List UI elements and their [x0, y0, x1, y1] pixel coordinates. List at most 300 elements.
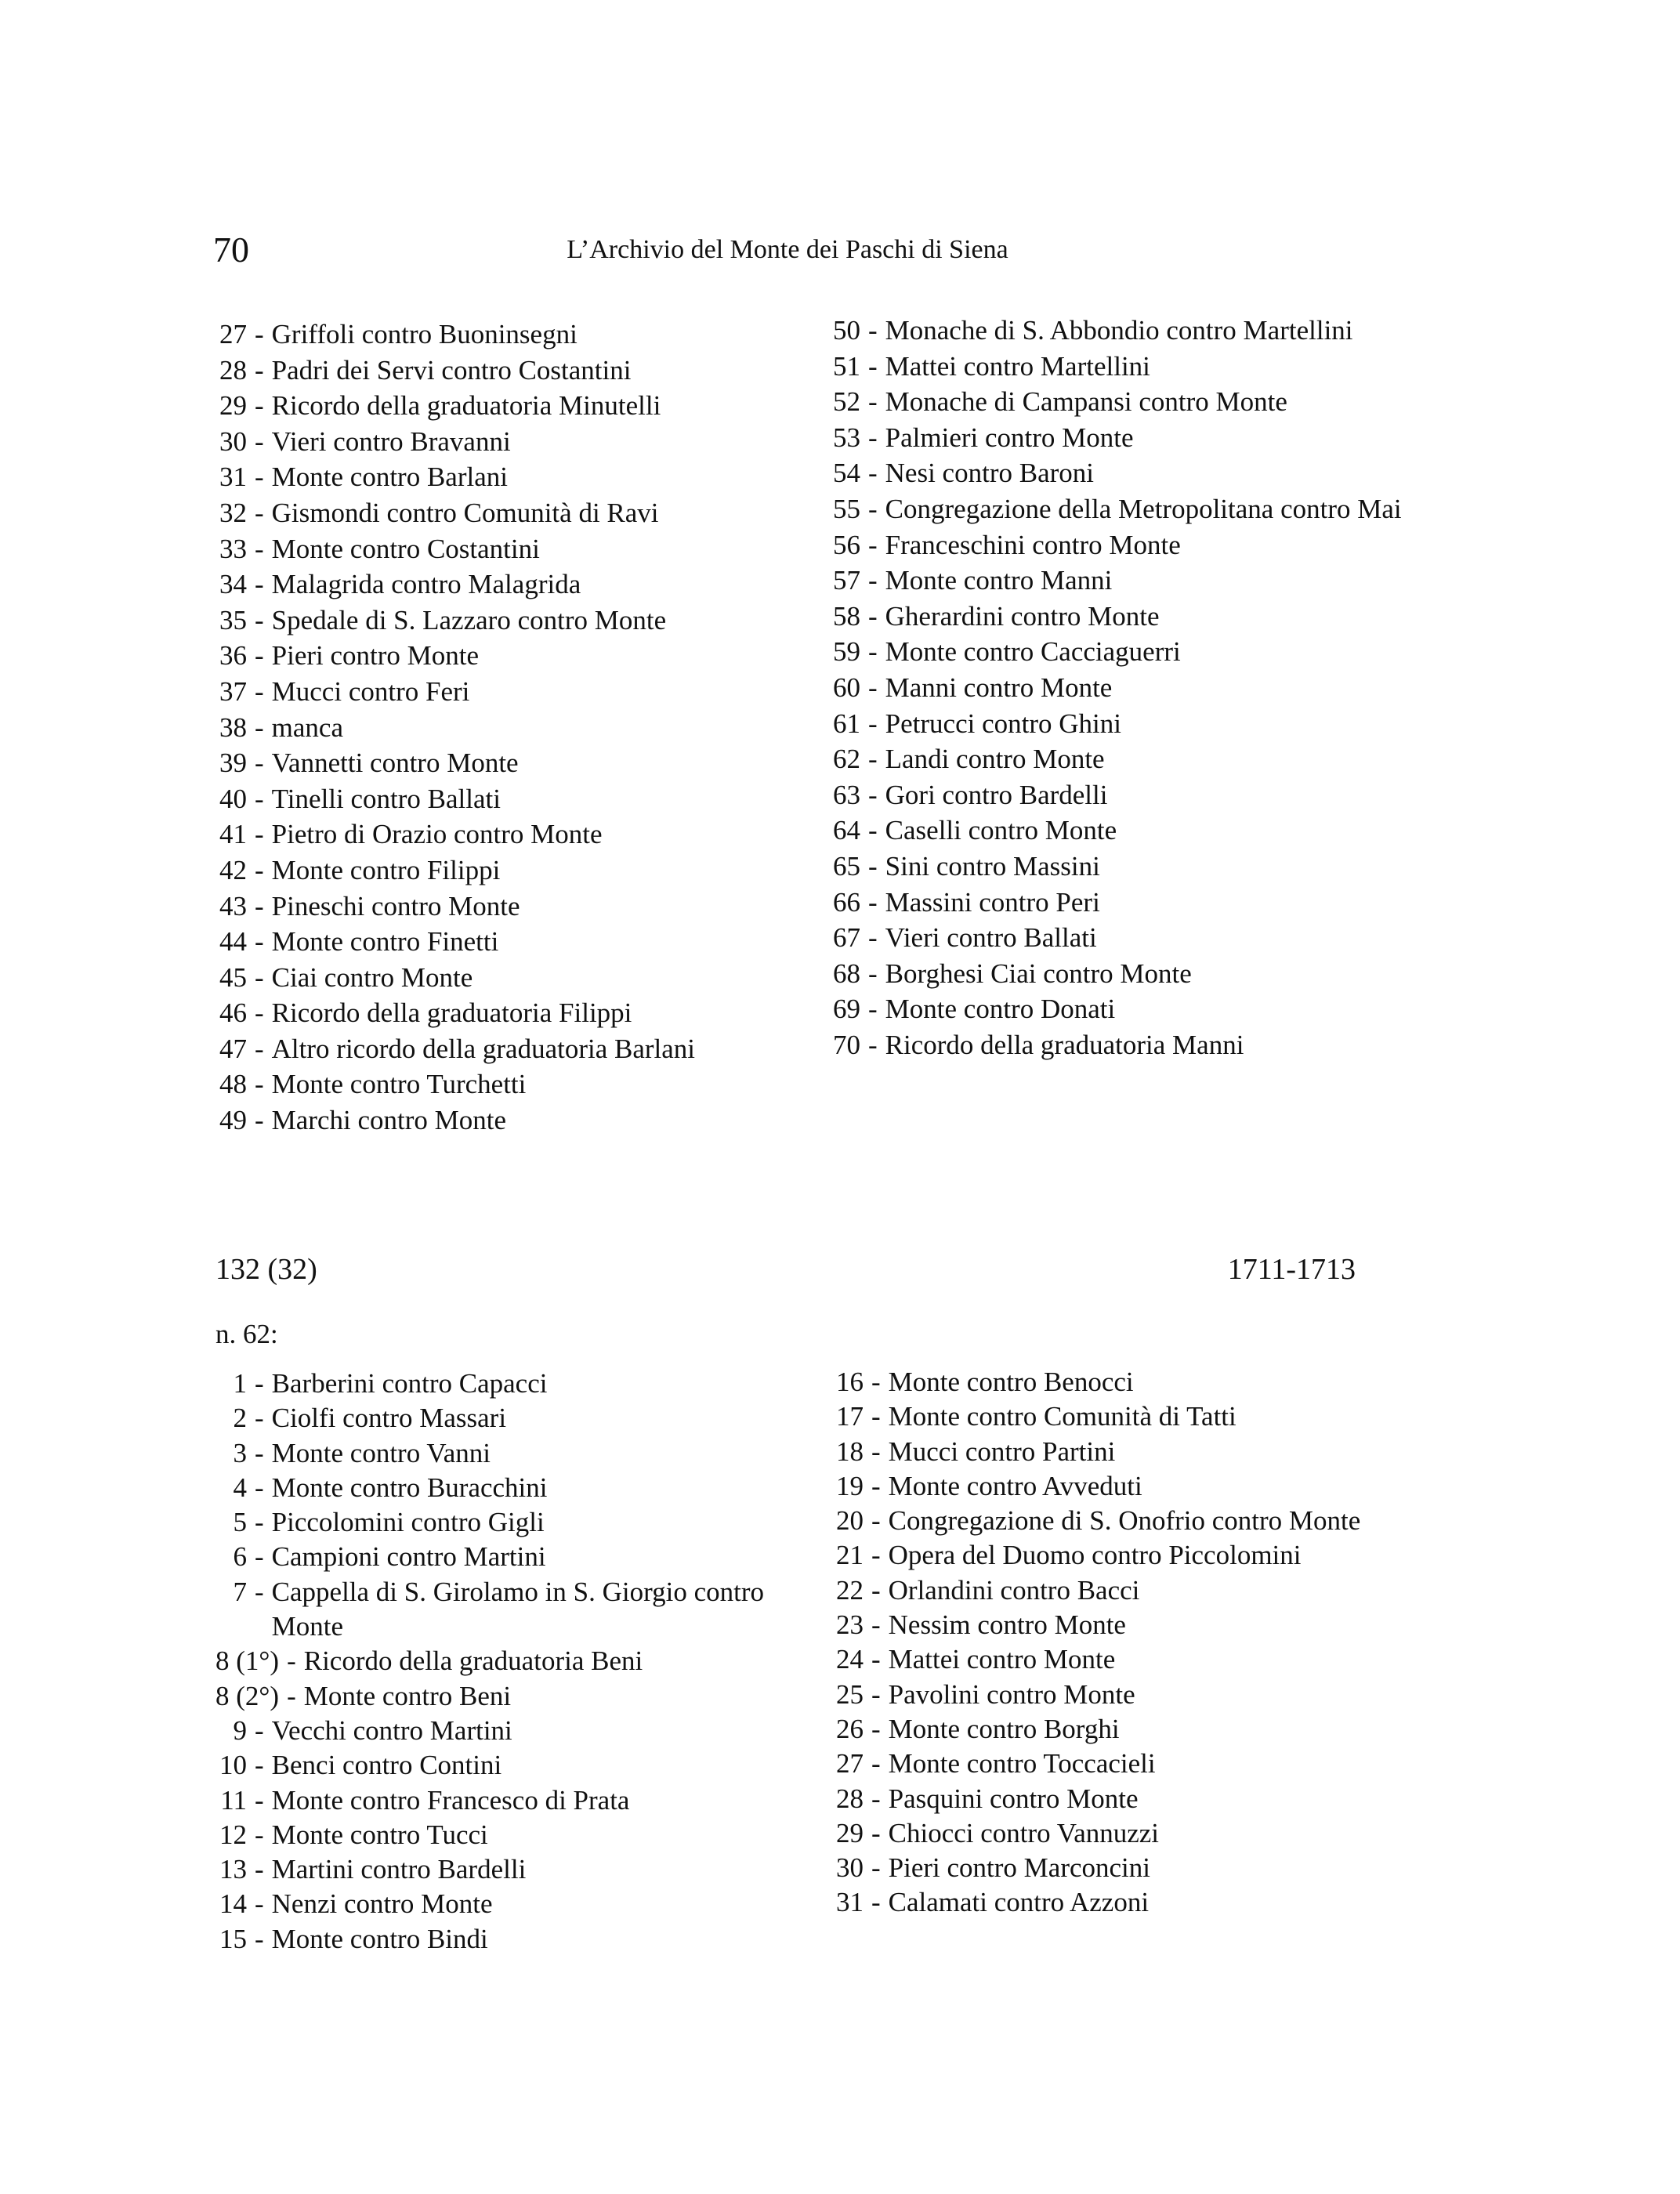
- item-title: Monte contro Costantini: [271, 533, 540, 564]
- item-separator: -: [868, 994, 878, 1025]
- item-title: Vieri contro Bravanni: [271, 425, 511, 457]
- item-separator: -: [255, 1714, 264, 1746]
- item-separator: -: [868, 636, 878, 668]
- list-item: [215, 1031, 858, 1067]
- item-separator: -: [868, 779, 878, 810]
- item-title: Mattei contro Monte: [888, 1644, 1116, 1675]
- item-title: Campioni contro Martini: [271, 1541, 546, 1573]
- list-item: [215, 317, 858, 353]
- item-separator: -: [871, 1540, 881, 1571]
- item-separator: -: [868, 315, 878, 346]
- list-item: [829, 599, 1409, 635]
- list-item: [215, 781, 858, 817]
- item-separator: -: [255, 961, 264, 993]
- item-number: 9: [233, 1714, 247, 1746]
- item-number: 43: [219, 890, 247, 921]
- item-title: Nenzi contro Monte: [271, 1888, 493, 1920]
- list-item: [215, 853, 858, 889]
- item-number: 65: [833, 850, 860, 882]
- list-item: [832, 1678, 1381, 1712]
- item-separator: -: [868, 493, 878, 524]
- item-title: Monte contro Toccacieli: [888, 1748, 1156, 1779]
- item-title: Benci contro Contini: [271, 1750, 502, 1781]
- item-title: Congregazione di S. Onofrio contro Monte: [888, 1505, 1361, 1537]
- item-separator: -: [868, 850, 878, 882]
- list-item: [215, 816, 858, 853]
- item-title: Gori contro Bardelli: [885, 779, 1108, 810]
- item-number: 27: [836, 1748, 864, 1779]
- item-separator: -: [255, 569, 264, 600]
- list-item: [215, 353, 858, 389]
- item-number: 10: [219, 1750, 247, 1781]
- item-number: 30: [219, 425, 247, 457]
- item-title: Monte contro Cacciaguerri: [885, 636, 1181, 668]
- item-separator: -: [255, 1819, 264, 1850]
- list-item: [832, 1608, 1381, 1642]
- item-separator: -: [871, 1367, 881, 1397]
- list-item: [832, 1712, 1381, 1747]
- item-separator: -: [871, 1713, 881, 1744]
- item-title: Marchi contro Monte: [271, 1105, 507, 1136]
- item-number: 6: [233, 1541, 247, 1573]
- item-title: Malagrida contro Malagrida: [271, 569, 581, 600]
- item-separator: -: [255, 1784, 264, 1816]
- item-separator: -: [868, 600, 878, 632]
- item-number: 56: [833, 529, 860, 560]
- item-title: Pasquini contro Monte: [888, 1783, 1139, 1814]
- list-item: [215, 424, 858, 460]
- item-separator: -: [871, 1505, 881, 1537]
- list-item: [215, 889, 858, 925]
- item-separator: -: [871, 1574, 881, 1606]
- item-number: 16: [836, 1367, 864, 1397]
- item-separator: -: [255, 533, 264, 564]
- item-title: Monte contro Francesco di Prata: [271, 1784, 630, 1816]
- list-item: [829, 491, 1409, 527]
- item-number: 51: [833, 350, 860, 382]
- list-item: [215, 388, 858, 424]
- item-title: Griffoli contro Buoninsegni: [271, 319, 578, 349]
- item-separator: -: [871, 1852, 881, 1884]
- list-item: [215, 995, 858, 1031]
- item-number: 14: [219, 1888, 247, 1920]
- list-item: [829, 956, 1409, 992]
- item-title: Tinelli contro Ballati: [271, 783, 501, 814]
- list-item: [215, 1066, 858, 1102]
- item-separator: -: [255, 462, 264, 493]
- item-separator: -: [255, 1105, 264, 1136]
- item-number: 34: [219, 569, 247, 600]
- list-item: [832, 1642, 1381, 1677]
- list-item: [215, 745, 858, 781]
- list-item: [829, 634, 1409, 670]
- item-title: Spedale di S. Lazzaro contro Monte: [271, 604, 667, 635]
- item-title: Gherardini contro Monte: [885, 600, 1160, 632]
- item-separator: -: [871, 1644, 881, 1675]
- item-number: 31: [836, 1887, 864, 1918]
- list-item: [215, 1505, 788, 1540]
- section2-left-list: [215, 1367, 788, 1957]
- item-number: 45: [219, 961, 247, 993]
- item-title: Barberini contro Capacci: [271, 1368, 548, 1399]
- list-item: [829, 813, 1409, 849]
- item-title: Ciolfi contro Massari: [271, 1403, 507, 1434]
- section1-left-list: [215, 317, 858, 1139]
- item-title: Mattei contro Martellini: [885, 350, 1150, 382]
- item-separator: -: [255, 675, 264, 707]
- item-number: 8 (2°): [215, 1680, 280, 1711]
- item-number: 48: [219, 1069, 247, 1100]
- item-title: Monte contro Manni: [885, 565, 1113, 596]
- list-item: [215, 531, 858, 567]
- section2-right-list: [832, 1365, 1381, 1921]
- item-separator: -: [255, 926, 264, 958]
- list-item: [215, 495, 858, 531]
- item-number: 20: [836, 1505, 864, 1537]
- list-item: [832, 1573, 1381, 1608]
- item-separator: -: [255, 1750, 264, 1781]
- item-separator: -: [868, 1029, 878, 1060]
- item-title: Ricordo della graduatoria Manni: [885, 1029, 1244, 1060]
- list-item: [215, 1575, 788, 1645]
- item-separator: -: [868, 386, 878, 418]
- item-title: Massini contro Peri: [885, 886, 1100, 918]
- item-number: 38: [219, 711, 247, 743]
- item-separator: -: [868, 458, 878, 489]
- item-number: 46: [219, 997, 247, 1029]
- item-title: Chiocci contro Vannuzzi: [888, 1817, 1160, 1848]
- list-item: [829, 991, 1409, 1027]
- item-separator: -: [255, 854, 264, 885]
- item-separator: -: [255, 425, 264, 457]
- list-item: [829, 706, 1409, 742]
- item-separator: -: [255, 319, 264, 349]
- list-item: [829, 455, 1409, 491]
- item-title: Altro ricordo della graduatoria Barlani: [271, 1033, 696, 1064]
- list-item: [829, 849, 1409, 885]
- item-title: Ciai contro Monte: [271, 961, 473, 993]
- list-item: [215, 1644, 788, 1678]
- item-title: Monte contro Comunità di Tatti: [888, 1401, 1236, 1432]
- list-item: [832, 1435, 1381, 1469]
- item-number: 47: [219, 1033, 247, 1064]
- item-separator: -: [868, 744, 878, 775]
- item-number: 52: [833, 386, 860, 418]
- item-separator: -: [868, 922, 878, 954]
- item-number: 30: [836, 1852, 864, 1884]
- item-separator: -: [868, 958, 878, 989]
- item-separator: -: [255, 354, 264, 386]
- item-separator: -: [868, 815, 878, 846]
- item-number: 35: [219, 604, 247, 635]
- item-separator: -: [871, 1609, 881, 1641]
- list-item: [829, 920, 1409, 956]
- item-number: 41: [219, 819, 247, 850]
- item-title: Ricordo della graduatoria Filippi: [271, 997, 632, 1029]
- item-title: Palmieri contro Monte: [885, 422, 1134, 453]
- item-title: Monte contro Vanni: [271, 1437, 491, 1468]
- item-number: 5: [233, 1507, 247, 1538]
- item-number: 23: [836, 1609, 864, 1641]
- item-number: 64: [833, 815, 860, 846]
- item-separator: -: [871, 1436, 881, 1467]
- item-number: 59: [833, 636, 860, 668]
- item-separator: -: [287, 1680, 296, 1711]
- list-item: [215, 1102, 858, 1139]
- item-separator: -: [868, 672, 878, 703]
- item-separator: -: [255, 748, 264, 779]
- list-item: [832, 1365, 1381, 1399]
- item-title: Monte contro Filippi: [271, 854, 501, 885]
- item-number: 57: [833, 565, 860, 596]
- item-title: Pieri contro Monte: [271, 640, 480, 672]
- item-number: 29: [219, 390, 247, 422]
- list-item: [215, 1922, 788, 1957]
- item-separator: -: [255, 1368, 264, 1399]
- item-title: Piccolomini contro Gigli: [271, 1507, 545, 1538]
- item-title: Pavolini contro Monte: [888, 1678, 1135, 1710]
- item-number: 39: [219, 748, 247, 779]
- item-number: 61: [833, 708, 860, 739]
- list-item: [829, 563, 1409, 599]
- list-item: [832, 1469, 1381, 1504]
- item-number: 28: [836, 1783, 864, 1814]
- item-title: Monte contro Benocci: [888, 1367, 1134, 1397]
- list-item: [215, 459, 858, 495]
- date-range: 1711-1713: [1227, 1253, 1356, 1286]
- item-number: 49: [219, 1105, 247, 1136]
- item-separator: -: [871, 1470, 881, 1501]
- item-number: 50: [833, 315, 860, 346]
- list-item: [215, 710, 858, 746]
- item-number: 40: [219, 783, 247, 814]
- list-item: [829, 670, 1409, 706]
- list-item: [215, 1818, 788, 1852]
- item-number: 66: [833, 886, 860, 918]
- item-number: 42: [219, 854, 247, 885]
- item-number: 54: [833, 458, 860, 489]
- item-number: 68: [833, 958, 860, 989]
- list-item: [829, 885, 1409, 921]
- item-separator: -: [255, 1403, 264, 1434]
- list-item: [215, 567, 858, 603]
- item-number: 19: [836, 1470, 864, 1501]
- item-number: 3: [233, 1437, 247, 1468]
- item-separator: -: [255, 1923, 264, 1954]
- item-title: Caselli contro Monte: [885, 815, 1117, 846]
- item-title: manca: [271, 711, 343, 743]
- item-title: Landi contro Monte: [885, 744, 1105, 775]
- item-separator: -: [255, 711, 264, 743]
- item-title: Manni contro Monte: [885, 672, 1113, 703]
- list-item: [215, 1887, 788, 1921]
- item-number: 13: [219, 1854, 247, 1885]
- item-title: Nessim contro Monte: [888, 1609, 1126, 1641]
- item-separator: -: [871, 1748, 881, 1779]
- item-title: Pietro di Orazio contro Monte: [271, 819, 603, 850]
- list-item: [215, 1436, 788, 1471]
- list-item: [829, 527, 1409, 563]
- list-item: [215, 960, 858, 996]
- item-number: 17: [836, 1401, 864, 1432]
- item-title: Monte contro Beni: [303, 1680, 512, 1711]
- page-number: 70: [213, 230, 249, 270]
- list-item: [215, 1367, 788, 1401]
- item-title: Orlandini contro Bacci: [888, 1574, 1140, 1606]
- item-number: 63: [833, 779, 860, 810]
- item-separator: -: [255, 890, 264, 921]
- item-number: 44: [219, 926, 247, 958]
- list-item: [832, 1782, 1381, 1816]
- section1-right-list: [829, 313, 1409, 1063]
- item-number: 26: [836, 1713, 864, 1744]
- item-separator: -: [255, 819, 264, 850]
- item-number: 11: [220, 1784, 247, 1816]
- item-separator: -: [871, 1783, 881, 1814]
- item-separator: -: [255, 390, 264, 422]
- list-item: [215, 1471, 788, 1505]
- item-title: Monte contro Borghi: [888, 1713, 1120, 1744]
- item-separator: -: [868, 422, 878, 453]
- list-item: [832, 1885, 1381, 1920]
- item-separator: -: [255, 1069, 264, 1100]
- item-title: Monache di Campansi contro Monte: [885, 386, 1287, 418]
- list-item: [829, 777, 1409, 813]
- item-title: Petrucci contro Ghini: [885, 708, 1121, 739]
- running-title: L’Archivio del Monte dei Paschi di Siena: [567, 235, 1008, 264]
- item-number: 27: [219, 319, 247, 349]
- list-item: [832, 1747, 1381, 1781]
- item-title: Franceschini contro Monte: [885, 529, 1181, 560]
- item-title: Pieri contro Marconcini: [888, 1852, 1151, 1884]
- item-title: Mucci contro Partini: [888, 1436, 1116, 1467]
- item-number: 36: [219, 640, 247, 672]
- item-number: 15: [219, 1923, 247, 1954]
- list-item: [829, 741, 1409, 777]
- item-title: Monache di S. Abbondio contro Martellini: [885, 315, 1353, 346]
- item-separator: -: [255, 783, 264, 814]
- list-item: [215, 1748, 788, 1783]
- item-number: 2: [233, 1403, 247, 1434]
- item-title: Ricordo della graduatoria Beni: [303, 1646, 643, 1677]
- item-number: 33: [219, 533, 247, 564]
- item-number: 24: [836, 1644, 864, 1675]
- item-number: 18: [836, 1436, 864, 1467]
- list-item: [215, 1540, 788, 1574]
- item-title: Monte contro Donati: [885, 994, 1116, 1025]
- list-item: [832, 1816, 1381, 1851]
- item-number: 25: [836, 1678, 864, 1710]
- item-number: 32: [219, 497, 247, 528]
- item-separator: -: [871, 1401, 881, 1432]
- list-item: [829, 384, 1409, 420]
- item-number: 55: [833, 493, 860, 524]
- item-number: 7: [233, 1576, 247, 1607]
- item-title: Nesi contro Baroni: [885, 458, 1094, 489]
- item-number: 1: [233, 1368, 247, 1399]
- item-separator: -: [255, 497, 264, 528]
- item-number: 8 (1°): [215, 1646, 280, 1677]
- item-number: 22: [836, 1574, 864, 1606]
- list-item: [832, 1538, 1381, 1573]
- list-item: [215, 1401, 788, 1436]
- item-separator: -: [255, 1541, 264, 1573]
- item-title: Monte contro Avveduti: [888, 1470, 1142, 1501]
- item-title: Borghesi Ciai contro Monte: [885, 958, 1192, 989]
- item-separator: -: [871, 1887, 881, 1918]
- item-title: Gismondi contro Comunità di Ravi: [271, 497, 659, 528]
- item-number: 37: [219, 675, 247, 707]
- item-separator: -: [868, 350, 878, 382]
- item-number: 53: [833, 422, 860, 453]
- item-title: Monte contro Turchetti: [271, 1069, 527, 1100]
- item-separator: -: [255, 1472, 264, 1503]
- list-item: [215, 603, 858, 639]
- item-separator: -: [868, 565, 878, 596]
- item-number: 31: [219, 462, 247, 493]
- item-number: 70: [833, 1029, 860, 1060]
- item-title: Monte contro Barlani: [271, 462, 508, 493]
- item-separator: -: [868, 529, 878, 560]
- item-title: Cappella di S. Girolamo in S. Giorgio contro Monte: [271, 1576, 764, 1642]
- item-title: Ricordo della graduatoria Minutelli: [271, 390, 661, 422]
- item-separator: -: [255, 604, 264, 635]
- item-separator: -: [871, 1817, 881, 1848]
- item-title: Pineschi contro Monte: [271, 890, 520, 921]
- list-item: [832, 1399, 1381, 1434]
- item-separator: -: [255, 1888, 264, 1920]
- item-title: Vecchi contro Martini: [271, 1714, 512, 1746]
- list-item: [215, 924, 858, 960]
- item-number: 4: [233, 1472, 247, 1503]
- file-reference: n. 62:: [215, 1319, 278, 1349]
- item-number: 60: [833, 672, 860, 703]
- item-separator: -: [255, 1507, 264, 1538]
- item-number: 12: [219, 1819, 247, 1850]
- item-title: Congregazione della Metropolitana contro Mai: [885, 493, 1402, 524]
- item-separator: -: [868, 708, 878, 739]
- item-separator: -: [255, 1033, 264, 1064]
- item-title: Mucci contro Feri: [271, 675, 470, 707]
- list-item: [215, 1714, 788, 1748]
- item-title: Calamati contro Azzoni: [888, 1887, 1150, 1918]
- item-number: 58: [833, 600, 860, 632]
- item-separator: -: [255, 1437, 264, 1468]
- list-item: [832, 1851, 1381, 1885]
- list-item: [832, 1504, 1381, 1538]
- item-separator: -: [255, 1854, 264, 1885]
- item-title: Sini contro Massini: [885, 850, 1100, 882]
- item-title: Monte contro Finetti: [271, 926, 499, 958]
- list-item: [215, 1679, 788, 1714]
- list-item: [215, 1852, 788, 1887]
- unit-number: 132 (32): [215, 1253, 317, 1286]
- item-separator: -: [287, 1646, 296, 1677]
- list-item: [829, 420, 1409, 456]
- item-title: Opera del Duomo contro Piccolomini: [888, 1540, 1302, 1571]
- item-number: 62: [833, 744, 860, 775]
- list-item: [215, 1783, 788, 1818]
- item-title: Monte contro Bindi: [271, 1923, 488, 1954]
- item-number: 28: [219, 354, 247, 386]
- item-title: Martini contro Bardelli: [271, 1854, 527, 1885]
- item-number: 69: [833, 994, 860, 1025]
- item-separator: -: [255, 1576, 264, 1607]
- list-item: [829, 1027, 1409, 1063]
- list-item: [215, 638, 858, 674]
- item-title: Vannetti contro Monte: [271, 748, 519, 779]
- list-item: [829, 313, 1409, 349]
